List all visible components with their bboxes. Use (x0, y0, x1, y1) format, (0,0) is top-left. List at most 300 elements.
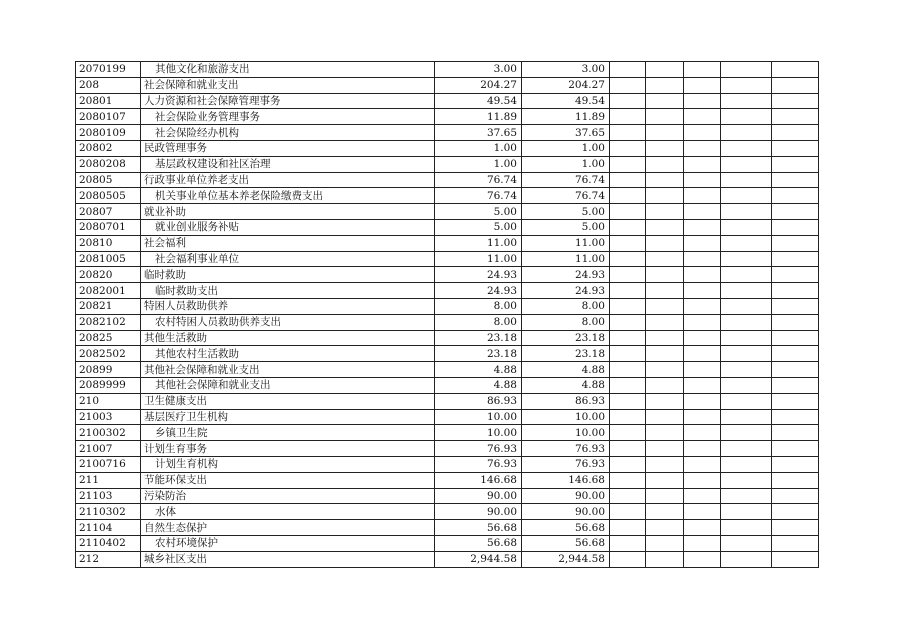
empty-cell (646, 504, 684, 520)
table-row (76, 520, 819, 536)
empty-cell (646, 409, 684, 425)
empty-cell (684, 551, 721, 567)
empty-cell (684, 330, 721, 346)
table-row (76, 298, 819, 314)
table-row (76, 188, 819, 204)
empty-cell (646, 441, 684, 457)
empty-cell (684, 188, 721, 204)
empty-cell (684, 425, 721, 441)
budget-table-sheet (75, 61, 819, 568)
basic-amount-cell: 76.93 (522, 441, 610, 457)
basic-amount-cell: 3.00 (522, 62, 610, 78)
total-amount-cell: 11.00 (435, 235, 522, 251)
total-amount-cell: 146.68 (435, 472, 522, 488)
basic-amount-cell: 10.00 (522, 409, 610, 425)
empty-cell (721, 251, 772, 267)
subject-code-cell: 2082102 (76, 314, 141, 330)
empty-cell (610, 125, 646, 141)
empty-cell (684, 267, 721, 283)
subject-code-cell: 2081005 (76, 251, 141, 267)
total-amount-cell: 8.00 (435, 298, 522, 314)
empty-cell (721, 188, 772, 204)
empty-cell (721, 62, 772, 78)
empty-cell (772, 504, 819, 520)
empty-cell (772, 204, 819, 220)
empty-cell (721, 441, 772, 457)
basic-amount-cell: 204.27 (522, 77, 610, 93)
empty-cell (772, 140, 819, 156)
subject-code-cell: 20807 (76, 204, 141, 220)
basic-amount-cell: 4.88 (522, 377, 610, 393)
subject-name-cell: 其他社会保障和就业支出 (141, 362, 435, 378)
subject-code-cell: 2110302 (76, 504, 141, 520)
empty-cell (646, 314, 684, 330)
empty-cell (772, 330, 819, 346)
empty-cell (610, 77, 646, 93)
subject-name-cell: 卫生健康支出 (141, 393, 435, 409)
subject-name-cell: 民政管理事务 (141, 140, 435, 156)
empty-cell (610, 267, 646, 283)
total-amount-cell: 11.89 (435, 109, 522, 125)
empty-cell (646, 93, 684, 109)
basic-amount-cell: 76.93 (522, 456, 610, 472)
empty-cell (610, 62, 646, 78)
empty-cell (684, 298, 721, 314)
empty-cell (646, 535, 684, 551)
empty-cell (772, 267, 819, 283)
basic-amount-cell: 90.00 (522, 504, 610, 520)
subject-name-cell: 社会保险业务管理事务 (141, 109, 435, 125)
empty-cell (646, 472, 684, 488)
empty-cell (721, 172, 772, 188)
subject-code-cell: 212 (76, 551, 141, 567)
empty-cell (646, 62, 684, 78)
total-amount-cell: 76.74 (435, 188, 522, 204)
subject-code-cell: 2080109 (76, 125, 141, 141)
subject-name-cell: 自然生态保护 (141, 520, 435, 536)
empty-cell (684, 235, 721, 251)
empty-cell (772, 425, 819, 441)
subject-name-cell: 基层政权建设和社区治理 (141, 156, 435, 172)
empty-cell (610, 204, 646, 220)
basic-amount-cell: 23.18 (522, 330, 610, 346)
subject-code-cell: 2089999 (76, 377, 141, 393)
empty-cell (610, 362, 646, 378)
subject-name-cell: 社会保障和就业支出 (141, 77, 435, 93)
total-amount-cell: 10.00 (435, 409, 522, 425)
empty-cell (610, 283, 646, 299)
empty-cell (610, 535, 646, 551)
subject-code-cell: 20820 (76, 267, 141, 283)
total-amount-cell: 56.68 (435, 520, 522, 536)
table-row (76, 393, 819, 409)
table-row (76, 314, 819, 330)
empty-cell (721, 219, 772, 235)
table-row (76, 156, 819, 172)
subject-name-cell: 计划生育机构 (141, 456, 435, 472)
empty-cell (772, 362, 819, 378)
empty-cell (610, 488, 646, 504)
empty-cell (646, 219, 684, 235)
total-amount-cell: 56.68 (435, 535, 522, 551)
subject-name-cell: 基层医疗卫生机构 (141, 409, 435, 425)
empty-cell (721, 125, 772, 141)
subject-name-cell: 行政事业单位养老支出 (141, 172, 435, 188)
empty-cell (610, 346, 646, 362)
subject-name-cell: 人力资源和社会保障管理事务 (141, 93, 435, 109)
subject-code-cell: 21007 (76, 441, 141, 457)
empty-cell (646, 456, 684, 472)
empty-cell (610, 314, 646, 330)
basic-amount-cell: 49.54 (522, 93, 610, 109)
total-amount-cell: 90.00 (435, 504, 522, 520)
table-row (76, 204, 819, 220)
empty-cell (772, 314, 819, 330)
table-row (76, 330, 819, 346)
total-amount-cell: 1.00 (435, 156, 522, 172)
table-row (76, 441, 819, 457)
empty-cell (610, 140, 646, 156)
empty-cell (772, 251, 819, 267)
subject-code-cell: 2082001 (76, 283, 141, 299)
subject-code-cell: 2080208 (76, 156, 141, 172)
empty-cell (684, 219, 721, 235)
subject-code-cell: 20899 (76, 362, 141, 378)
total-amount-cell: 11.00 (435, 251, 522, 267)
subject-name-cell: 临时救助支出 (141, 283, 435, 299)
table-row (76, 425, 819, 441)
empty-cell (684, 125, 721, 141)
empty-cell (721, 346, 772, 362)
empty-cell (721, 330, 772, 346)
basic-amount-cell: 11.00 (522, 235, 610, 251)
subject-name-cell: 农村环境保护 (141, 535, 435, 551)
total-amount-cell: 86.93 (435, 393, 522, 409)
empty-cell (721, 551, 772, 567)
empty-cell (721, 520, 772, 536)
subject-code-cell: 210 (76, 393, 141, 409)
total-amount-cell: 8.00 (435, 314, 522, 330)
empty-cell (646, 267, 684, 283)
empty-cell (772, 520, 819, 536)
subject-name-cell: 城乡社区支出 (141, 551, 435, 567)
empty-cell (646, 520, 684, 536)
empty-cell (646, 362, 684, 378)
basic-amount-cell: 11.00 (522, 251, 610, 267)
basic-amount-cell: 11.89 (522, 109, 610, 125)
total-amount-cell: 24.93 (435, 267, 522, 283)
subject-code-cell: 2082502 (76, 346, 141, 362)
total-amount-cell: 23.18 (435, 346, 522, 362)
basic-amount-cell: 1.00 (522, 140, 610, 156)
basic-amount-cell: 56.68 (522, 535, 610, 551)
subject-name-cell: 乡镇卫生院 (141, 425, 435, 441)
subject-code-cell: 20821 (76, 298, 141, 314)
empty-cell (684, 204, 721, 220)
table-row (76, 219, 819, 235)
empty-cell (721, 267, 772, 283)
empty-cell (610, 251, 646, 267)
empty-cell (684, 535, 721, 551)
total-amount-cell: 10.00 (435, 425, 522, 441)
empty-cell (684, 504, 721, 520)
subject-name-cell: 其他社会保障和就业支出 (141, 377, 435, 393)
empty-cell (684, 140, 721, 156)
empty-cell (772, 472, 819, 488)
empty-cell (646, 251, 684, 267)
subject-code-cell: 2070199 (76, 62, 141, 78)
subject-name-cell: 就业创业服务补贴 (141, 219, 435, 235)
empty-cell (646, 346, 684, 362)
empty-cell (610, 219, 646, 235)
empty-cell (684, 409, 721, 425)
empty-cell (772, 377, 819, 393)
subject-code-cell: 2080107 (76, 109, 141, 125)
empty-cell (646, 156, 684, 172)
table-row (76, 109, 819, 125)
empty-cell (646, 283, 684, 299)
basic-amount-cell: 5.00 (522, 219, 610, 235)
empty-cell (610, 188, 646, 204)
table-row (76, 409, 819, 425)
subject-name-cell: 节能环保支出 (141, 472, 435, 488)
empty-cell (610, 298, 646, 314)
table-row (76, 140, 819, 156)
empty-cell (772, 77, 819, 93)
empty-cell (772, 156, 819, 172)
empty-cell (610, 377, 646, 393)
empty-cell (721, 314, 772, 330)
subject-code-cell: 2110402 (76, 535, 141, 551)
total-amount-cell: 5.00 (435, 219, 522, 235)
table-row (76, 551, 819, 567)
empty-cell (684, 441, 721, 457)
subject-name-cell: 社会福利事业单位 (141, 251, 435, 267)
subject-name-cell: 水体 (141, 504, 435, 520)
table-row (76, 488, 819, 504)
empty-cell (646, 298, 684, 314)
empty-cell (772, 109, 819, 125)
basic-amount-cell: 76.74 (522, 188, 610, 204)
empty-cell (721, 204, 772, 220)
empty-cell (646, 204, 684, 220)
table-row (76, 504, 819, 520)
empty-cell (646, 172, 684, 188)
empty-cell (646, 125, 684, 141)
subject-name-cell: 特困人员救助供养 (141, 298, 435, 314)
subject-code-cell: 20810 (76, 235, 141, 251)
subject-code-cell: 21103 (76, 488, 141, 504)
subject-code-cell: 2100302 (76, 425, 141, 441)
table-row (76, 283, 819, 299)
subject-name-cell: 计划生育事务 (141, 441, 435, 457)
table-row (76, 472, 819, 488)
empty-cell (610, 93, 646, 109)
empty-cell (721, 504, 772, 520)
empty-cell (772, 409, 819, 425)
basic-amount-cell: 90.00 (522, 488, 610, 504)
empty-cell (721, 409, 772, 425)
empty-cell (610, 409, 646, 425)
basic-amount-cell: 146.68 (522, 472, 610, 488)
empty-cell (684, 156, 721, 172)
empty-cell (684, 314, 721, 330)
subject-name-cell: 其他生活救助 (141, 330, 435, 346)
table-row (76, 77, 819, 93)
table-row (76, 125, 819, 141)
empty-cell (646, 393, 684, 409)
basic-amount-cell: 23.18 (522, 346, 610, 362)
table-row (76, 172, 819, 188)
empty-cell (646, 377, 684, 393)
total-amount-cell: 1.00 (435, 140, 522, 156)
subject-code-cell: 2100716 (76, 456, 141, 472)
subject-code-cell: 208 (76, 77, 141, 93)
empty-cell (684, 362, 721, 378)
empty-cell (721, 425, 772, 441)
empty-cell (684, 456, 721, 472)
subject-code-cell: 20805 (76, 172, 141, 188)
empty-cell (772, 283, 819, 299)
basic-amount-cell: 8.00 (522, 314, 610, 330)
subject-name-cell: 污染防治 (141, 488, 435, 504)
empty-cell (772, 219, 819, 235)
empty-cell (721, 93, 772, 109)
empty-cell (772, 125, 819, 141)
empty-cell (721, 298, 772, 314)
empty-cell (721, 109, 772, 125)
empty-cell (721, 488, 772, 504)
basic-amount-cell: 86.93 (522, 393, 610, 409)
empty-cell (684, 488, 721, 504)
basic-amount-cell: 24.93 (522, 267, 610, 283)
table-row (76, 267, 819, 283)
empty-cell (684, 283, 721, 299)
table-body (76, 62, 819, 568)
total-amount-cell: 76.93 (435, 456, 522, 472)
subject-name-cell: 临时救助 (141, 267, 435, 283)
empty-cell (721, 377, 772, 393)
total-amount-cell: 204.27 (435, 77, 522, 93)
subject-code-cell: 211 (76, 472, 141, 488)
empty-cell (610, 330, 646, 346)
empty-cell (684, 172, 721, 188)
empty-cell (610, 425, 646, 441)
subject-code-cell: 20802 (76, 140, 141, 156)
empty-cell (684, 520, 721, 536)
empty-cell (610, 109, 646, 125)
table-row (76, 235, 819, 251)
empty-cell (772, 93, 819, 109)
empty-cell (610, 472, 646, 488)
table-row (76, 377, 819, 393)
empty-cell (684, 93, 721, 109)
subject-code-cell: 21003 (76, 409, 141, 425)
empty-cell (772, 456, 819, 472)
empty-cell (721, 393, 772, 409)
table-row (76, 346, 819, 362)
empty-cell (721, 456, 772, 472)
total-amount-cell: 24.93 (435, 283, 522, 299)
empty-cell (684, 472, 721, 488)
basic-amount-cell: 10.00 (522, 425, 610, 441)
empty-cell (684, 377, 721, 393)
total-amount-cell: 49.54 (435, 93, 522, 109)
empty-cell (772, 393, 819, 409)
empty-cell (610, 156, 646, 172)
empty-cell (684, 109, 721, 125)
empty-cell (772, 172, 819, 188)
empty-cell (772, 488, 819, 504)
table-row (76, 362, 819, 378)
subject-code-cell: 20825 (76, 330, 141, 346)
empty-cell (646, 109, 684, 125)
total-amount-cell: 76.74 (435, 172, 522, 188)
subject-code-cell: 2080505 (76, 188, 141, 204)
empty-cell (721, 362, 772, 378)
subject-name-cell: 农村特困人员救助供养支出 (141, 314, 435, 330)
empty-cell (721, 156, 772, 172)
empty-cell (772, 62, 819, 78)
basic-amount-cell: 24.93 (522, 283, 610, 299)
subject-name-cell: 其他农村生活救助 (141, 346, 435, 362)
total-amount-cell: 2,944.58 (435, 551, 522, 567)
empty-cell (646, 330, 684, 346)
empty-cell (772, 346, 819, 362)
empty-cell (646, 425, 684, 441)
empty-cell (610, 504, 646, 520)
empty-cell (646, 77, 684, 93)
empty-cell (610, 393, 646, 409)
total-amount-cell: 90.00 (435, 488, 522, 504)
basic-amount-cell: 76.74 (522, 172, 610, 188)
empty-cell (646, 140, 684, 156)
empty-cell (646, 488, 684, 504)
empty-cell (684, 77, 721, 93)
total-amount-cell: 76.93 (435, 441, 522, 457)
empty-cell (772, 188, 819, 204)
empty-cell (610, 551, 646, 567)
table-row (76, 456, 819, 472)
budget-expenditure-table (75, 61, 819, 568)
total-amount-cell: 37.65 (435, 125, 522, 141)
empty-cell (772, 441, 819, 457)
basic-amount-cell: 2,944.58 (522, 551, 610, 567)
empty-cell (646, 188, 684, 204)
empty-cell (772, 298, 819, 314)
basic-amount-cell: 8.00 (522, 298, 610, 314)
table-row (76, 535, 819, 551)
empty-cell (721, 283, 772, 299)
basic-amount-cell: 37.65 (522, 125, 610, 141)
table-row (76, 93, 819, 109)
empty-cell (772, 235, 819, 251)
empty-cell (721, 235, 772, 251)
empty-cell (610, 520, 646, 536)
subject-code-cell: 2080701 (76, 219, 141, 235)
empty-cell (610, 456, 646, 472)
table-row (76, 251, 819, 267)
empty-cell (610, 235, 646, 251)
empty-cell (610, 441, 646, 457)
basic-amount-cell: 4.88 (522, 362, 610, 378)
total-amount-cell: 3.00 (435, 62, 522, 78)
empty-cell (684, 251, 721, 267)
total-amount-cell: 4.88 (435, 377, 522, 393)
total-amount-cell: 4.88 (435, 362, 522, 378)
empty-cell (684, 62, 721, 78)
total-amount-cell: 5.00 (435, 204, 522, 220)
